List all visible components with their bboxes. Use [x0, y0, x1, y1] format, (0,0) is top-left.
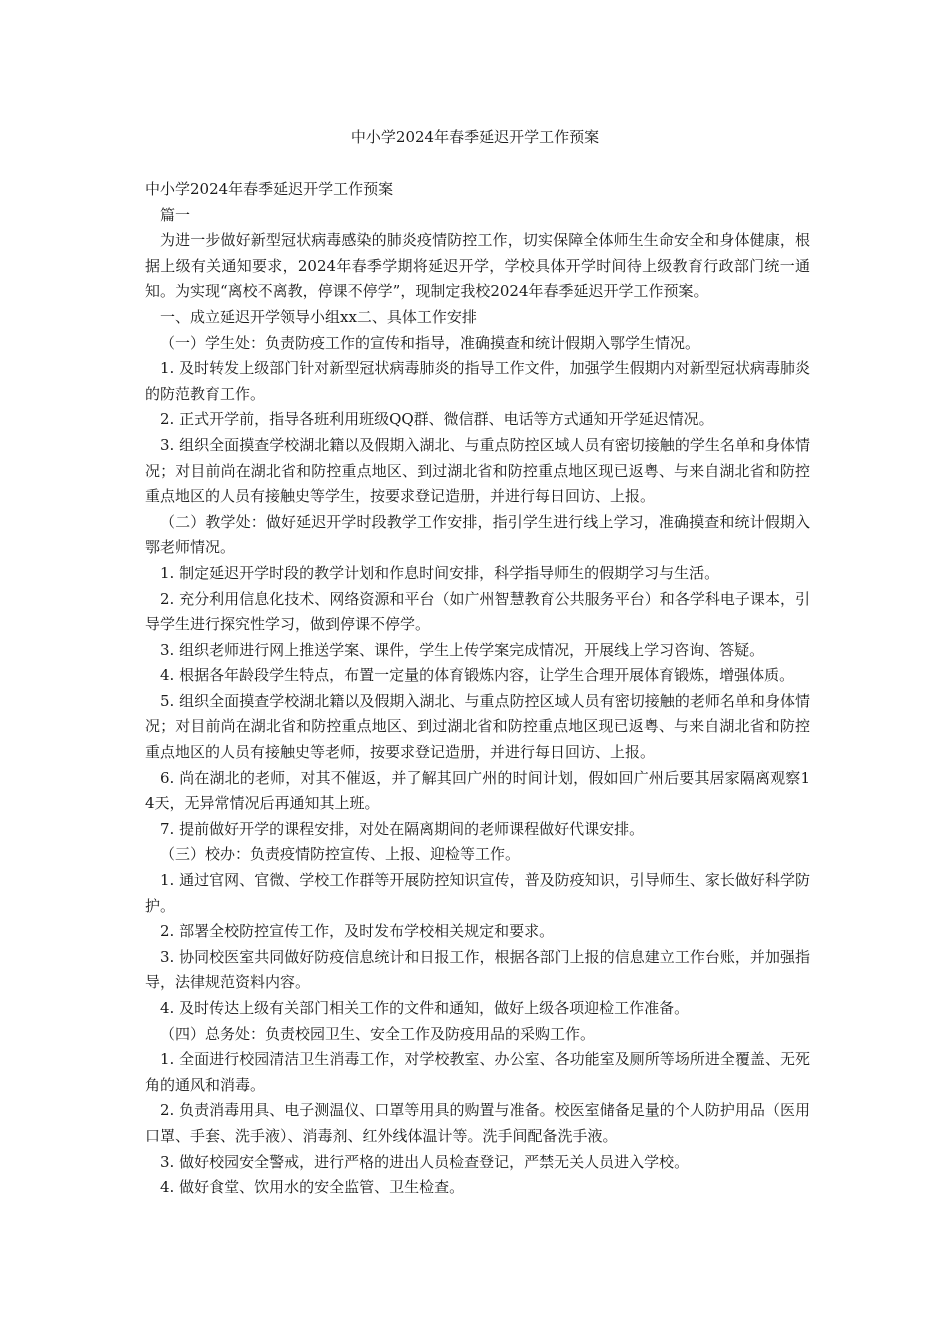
list-item: 2. 负责消毒用具、电子测温仪、口罩等用具的购置与准备。校医室储备足量的个人防护用品（医用口罩、手套、洗手液）、消毒剂、红外线体温计等。洗手间配备洗手液。 [145, 1101, 810, 1145]
list-item: 1. 制定延迟开学时段的教学计划和作息时间安排，科学指导师生的假期学习与生活。 [160, 563, 720, 582]
part-label: 篇一 [160, 205, 191, 224]
list-item: 6. 尚在湖北的老师，对其不催返，并了解其回广州的时间计划，假如回广州后要其居家隔离观察14天，无异常情况后再通知其上班。 [145, 768, 810, 813]
list-item: 1. 全面进行校园清洁卫生消毒工作，对学校教室、办公室、各功能室及厕所等场所进全覆盖、无死角的通风和消毒。 [145, 1050, 810, 1094]
page-title: 中小学2024年春季延迟开学工作预案 [350, 128, 600, 146]
subsection-heading: （一）学生处：负责防疫工作的宣传和指导，准确摸查和统计假期入鄂学生情况。 [160, 333, 701, 352]
list-item: 4. 根据各年龄段学生特点，布置一定量的体育锻炼内容，让学生合理开展体育锻炼，增强体质。 [160, 666, 795, 685]
subsection-heading: （三）校办：负责疫情防控宣传、上报、迎检等工作。 [160, 845, 521, 864]
list-item: 1. 及时转发上级部门针对新型冠状病毒肺炎的指导工作文件，加强学生假期内对新型冠状病毒肺炎的防范教育工作。 [145, 359, 810, 403]
list-item: 3. 协同校医室共同做好防疫信息统计和日报工作，根据各部门上报的信息建立工作台账，并加强指导，法律规范资料内容。 [145, 947, 810, 992]
paragraph: 为进一步做好新型冠状病毒感染的肺炎疫情防控工作，切实保障全体师生生命安全和身体健康，根据上级有关通知要求，2024年春季学期将延迟开学，学校具体开学时间待上级教育行政部门统一通知。为实现“离校不离教，停课不停学”，现制定我校2024年春季延迟开学工作预案。 [145, 231, 810, 301]
list-item: 2. 正式开学前，指导各班利用班级QQ群、微信群、电话等方式通知开学延迟情况。 [160, 410, 714, 429]
list-item: 1. 通过官网、官微、学校工作群等开展防控知识宣传，普及防疫知识，引导师生、家长做好科学防护。 [145, 871, 810, 915]
subsection-heading: （二）教学处：做好延迟开学时段教学工作安排，指引学生进行线上学习，准确摸查和统计假期入鄂老师情况。 [145, 512, 810, 557]
section-heading: 一、成立延迟开学领导小组xx二、具体工作安排 [160, 307, 477, 326]
list-item: 3. 做好校园安全警戒，进行严格的进出人员检查登记，严禁无关人员进入学校。 [160, 1152, 690, 1171]
list-item: 2. 充分利用信息化技术、网络资源和平台（如广州智慧教育公共服务平台）和各学科电子课本，引导学生进行探究性学习，做到停课不停学。 [145, 589, 810, 634]
list-item: 5. 组织全面摸查学校湖北籍以及假期入湖北、与重点防控区域人员有密切接触的老师名单和身体情况；对目前尚在湖北省和防控重点地区、到过湖北省和防控重点地区现已返粤、与来自湖北省和防控重点地区的人员有接触史等老师，按要求登记造册，并进行每日回访、上报。 [145, 691, 810, 762]
document-body [145, 177, 810, 1201]
list-item: 4. 做好食堂、饮用水的安全监管、卫生检查。 [160, 1178, 465, 1197]
subsection-heading: （四）总务处：负责校园卫生、安全工作及防疫用品的采购工作。 [160, 1024, 596, 1043]
list-item: 2. 部署全校防控宣传工作，及时发布学校相关规定和要求。 [160, 922, 555, 941]
list-item: 3. 组织全面摸查学校湖北籍以及假期入湖北、与重点防控区域人员有密切接触的学生名单和身体情况；对目前尚在湖北省和防控重点地区、到过湖北省和防控重点地区现已返粤、与来自湖北省和防控重点地区的人员有接触史等学生，按要求登记造册，并进行每日回访、上报。 [145, 435, 810, 506]
list-item: 7. 提前做好开学的课程安排，对处在隔离期间的老师课程做好代课安排。 [160, 819, 645, 838]
document-subtitle: 中小学2024年春季延迟开学工作预案 [145, 180, 394, 198]
list-item: 4. 及时传达上级有关部门相关工作的文件和通知，做好上级各项迎检工作准备。 [160, 999, 690, 1017]
list-item: 3. 组织老师进行网上推送学案、课件，学生上传学案完成情况，开展线上学习咨询、答疑。 [160, 640, 765, 659]
